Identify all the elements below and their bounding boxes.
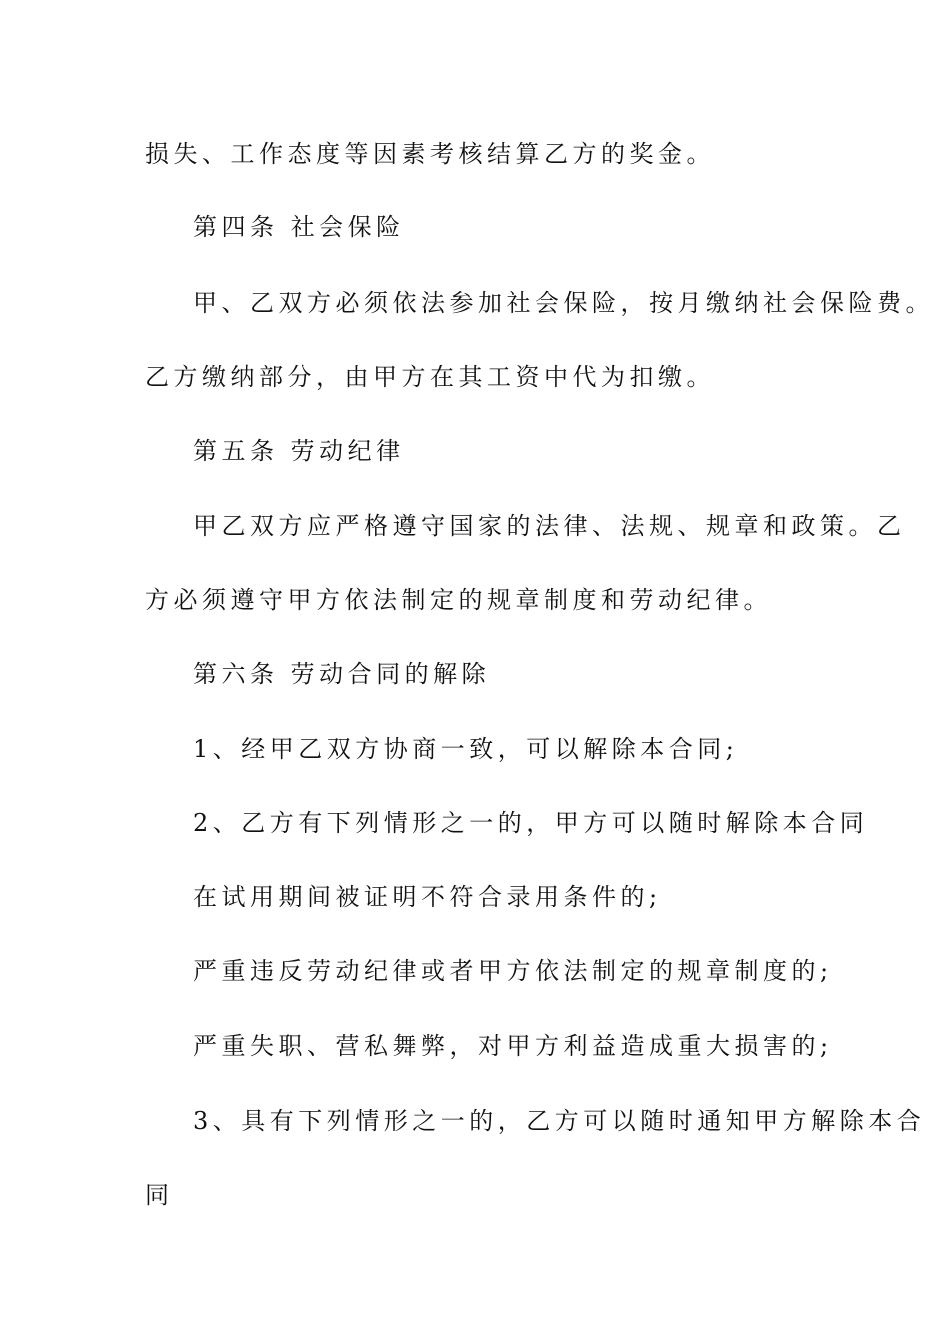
paragraph-line: 损失、工作态度等因素考核结算乙方的奖金。: [145, 140, 715, 168]
section-heading-article-4: 第四条 社会保险: [193, 213, 405, 241]
list-item: 2、乙方有下列情形之一的，甲方可以随时解除本合同: [193, 809, 869, 837]
paragraph-line: 甲乙双方应严格遵守国家的法律、法规、规章和政策。乙: [193, 512, 906, 540]
paragraph-line: 方必须遵守甲方依法制定的规章制度和劳动纪律。: [145, 586, 772, 614]
list-item: 3、具有下列情形之一的，乙方可以随时通知甲方解除本合: [193, 1107, 926, 1135]
paragraph-line: 同: [145, 1181, 174, 1209]
sub-item: 严重失职、营私舞弊，对甲方利益造成重大损害的;: [193, 1032, 833, 1060]
section-heading-article-5: 第五条 劳动纪律: [193, 437, 405, 465]
paragraph-line: 甲、乙双方必须依法参加社会保险，按月缴纳社会保险费。: [193, 289, 934, 317]
paragraph-line: 乙方缴纳部分，由甲方在其工资中代为扣缴。: [145, 363, 715, 391]
sub-item: 严重违反劳动纪律或者甲方依法制定的规章制度的;: [193, 957, 833, 985]
sub-item: 在试用期间被证明不符合录用条件的;: [193, 883, 662, 911]
list-item: 1、经甲乙双方协商一致，可以解除本合同;: [193, 735, 739, 763]
section-heading-article-6: 第六条 劳动合同的解除: [193, 660, 491, 688]
